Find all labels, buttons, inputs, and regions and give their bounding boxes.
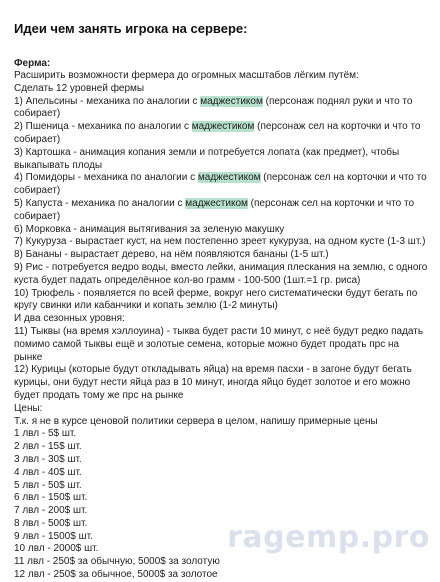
text-line: 1) Апельсины - механика по аналогии с маджестиком (персонаж поднял руки и что то собирает): [14, 95, 413, 120]
text-line: 6) Морковка - анимация вытягивания за зеленую макушку: [14, 223, 285, 235]
text-line: 9 лвл - 1500$ шт.: [14, 530, 93, 542]
document-heading: Идеи чем занять игрока на сервере:: [14, 21, 248, 36]
text-line: 11) Тыквы (на время хэллоуина) - тыква будет расти 10 минут, с неё будут редко падать помимо самой тыквы ещё и золотые семена, которые можно будет продать прс на рынке: [14, 325, 424, 363]
text-line: 1 лвл - 5$ шт.: [14, 428, 77, 440]
text-line: Т.к. я не в курсе ценовой политики сервера в целом, напишу примерные цены: [14, 415, 378, 427]
text-line: 11 лвл - 250$ за обычную, 5000$ за золотую: [14, 556, 220, 568]
text-line: 3) Картошка - анимация копания земли и потребуется лопата (как предмет), чтобы выкапывать плоды: [14, 146, 400, 171]
document-page: [14, 20, 430, 582]
highlighted-word: маджестиком: [185, 197, 248, 209]
text-line: 6 лвл - 150$ шт.: [14, 492, 88, 504]
text-line: 4) Помидоры - механика по аналогии с маджестиком (персонаж сел на корточки и что то собирает): [14, 172, 427, 197]
text-line: 12) Курицы (которые будут откладывать яйца) на время пасхи - в загоне будут бегать курицы, они будут нести яйца раз в 10 минут, иногда яйцо будет золотое и его можно будет продать тому же прс на рынке: [14, 364, 412, 401]
text-line: 7 лвл - 200$ шт.: [14, 505, 88, 517]
text-line: 9) Рис - потребуется ведро воды, вместо лейки, анимация плескания на землю, с одного куста будет падать определённое кол-во грамм - 100-500 (1шт.=1 гр. риса): [14, 261, 428, 286]
text-line: Цены:: [14, 402, 43, 414]
text-line: 8) Бананы - вырастает дерево, на нём появляются бананы (1-5 шт.): [14, 249, 329, 261]
text-line: 2) Пшеница - механика по аналогии с маджестиком (персонаж сел на корточки и что то собирает): [14, 121, 421, 145]
text-line: И два сезонных уровня:: [14, 313, 125, 325]
text-line: Расширить возможности фермера до огромных масштабов лёгким путём:: [14, 70, 359, 81]
text-line: 5 лвл - 50$ шт.: [14, 479, 82, 491]
site-watermark: ragemp.pro: [227, 520, 430, 555]
text-line: 12 лвл - 250$ за обычное, 5000$ за золотое: [14, 569, 218, 581]
text-line: Сделать 12 уровней фермы: [14, 82, 145, 94]
text-line: 3 лвл - 30$ шт.: [14, 453, 82, 465]
highlighted-word: маджестиком: [191, 121, 255, 133]
text-line: 5) Капуста - механика по аналогии с маджестиком (персонаж сел на корточки и что то собирает): [14, 197, 415, 222]
document-body: [14, 70, 430, 582]
text-line: 10) Трюфель - появляется по всей ферме, вокруг него систематически будут бегать по кругу свинки или кабанчики и копать землю (1-2 минуты): [14, 287, 418, 312]
highlighted-word: маджестиком: [200, 95, 263, 107]
text-line: 10 лвл - 2000$ шт.: [14, 543, 99, 555]
text-line: 8 лвл - 500$ шт.: [14, 517, 88, 529]
text-line: 4 лвл - 40$ шт.: [14, 466, 82, 478]
text-line: 2 лвл - 15$ шт.: [14, 441, 82, 453]
text-line: 7) Кукуруза - вырастает куст, на нем постепенно зреет кукуруза, на одном кусте (1-3 шт.): [14, 236, 426, 248]
section-title: Ферма:: [14, 58, 51, 69]
highlighted-word: маджестиком: [197, 172, 261, 184]
